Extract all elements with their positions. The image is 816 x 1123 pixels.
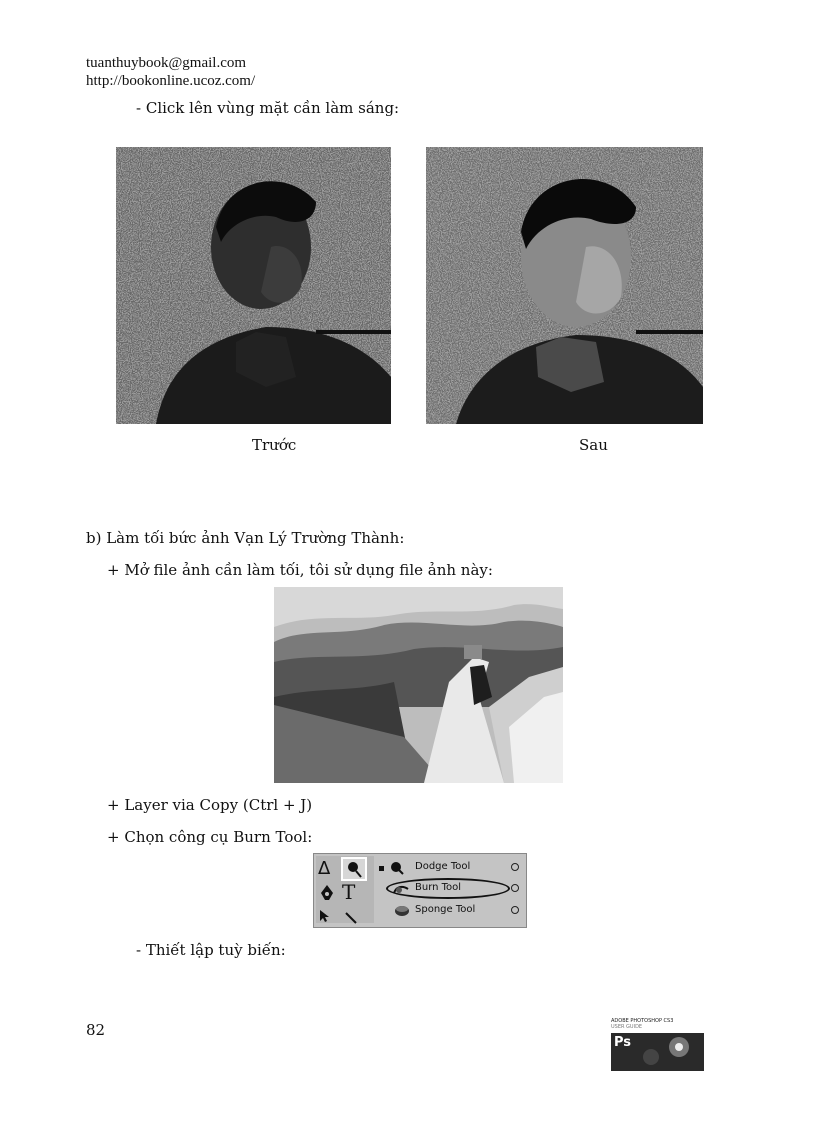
great-wall-photo <box>274 587 563 783</box>
selection-arrow-icon[interactable] <box>319 908 329 927</box>
page-number: 82 <box>86 1021 106 1039</box>
badge-ps-logo: Ps <box>614 1035 632 1050</box>
header-url: http://bookonline.ucoz.com/ <box>86 73 256 89</box>
step-open-file: + Mở file ảnh cần làm tối, tôi sử dụng file ảnh này: <box>107 561 493 579</box>
badge-title: ADOBE PHOTOSHOP CS3 <box>611 1018 674 1024</box>
step-layer-copy: + Layer via Copy (Ctrl + J) <box>107 796 313 814</box>
line-tool-icon[interactable] <box>344 910 358 929</box>
step-settings: - Thiết lập tuỳ biến: <box>136 941 286 959</box>
section-b-heading: b) Làm tối bức ảnh Vạn Lý Trường Thành: <box>86 529 405 547</box>
type-tool-icon[interactable]: T <box>342 880 356 904</box>
triangle-tool-icon[interactable]: Δ <box>318 858 331 879</box>
menu-item-burn-tool[interactable]: Burn Tool <box>415 882 462 893</box>
tool-flyout <box>313 853 527 928</box>
step-burn-tool: + Chọn công cụ Burn Tool: <box>107 828 313 846</box>
dodge-tool-icon <box>390 860 404 879</box>
photoshop-badge <box>610 1016 704 1072</box>
intro-line: - Click lên vùng mặt cần làm sáng: <box>136 99 400 117</box>
sponge-tool-icon <box>394 902 410 921</box>
menu-item-dodge-tool[interactable]: Dodge Tool <box>415 861 471 872</box>
badge-subtitle: USER GUIDE <box>611 1024 643 1030</box>
after-photo <box>426 147 703 424</box>
menu-item-sponge-tool[interactable]: Sponge Tool <box>415 904 476 915</box>
before-photo <box>116 147 391 424</box>
dodge-shortcut-icon <box>511 863 519 871</box>
dodge-tool-button[interactable] <box>341 857 367 881</box>
pen-tool-icon[interactable] <box>320 884 334 906</box>
sponge-shortcut-icon <box>511 906 519 914</box>
burn-shortcut-icon <box>511 884 519 892</box>
header-email: tuanthuybook@gmail.com <box>86 55 247 71</box>
after-caption: Sau <box>579 436 608 454</box>
burn-tool-highlight-ellipse <box>386 878 510 899</box>
active-tool-marker <box>379 866 384 871</box>
before-caption: Trước <box>252 436 297 454</box>
